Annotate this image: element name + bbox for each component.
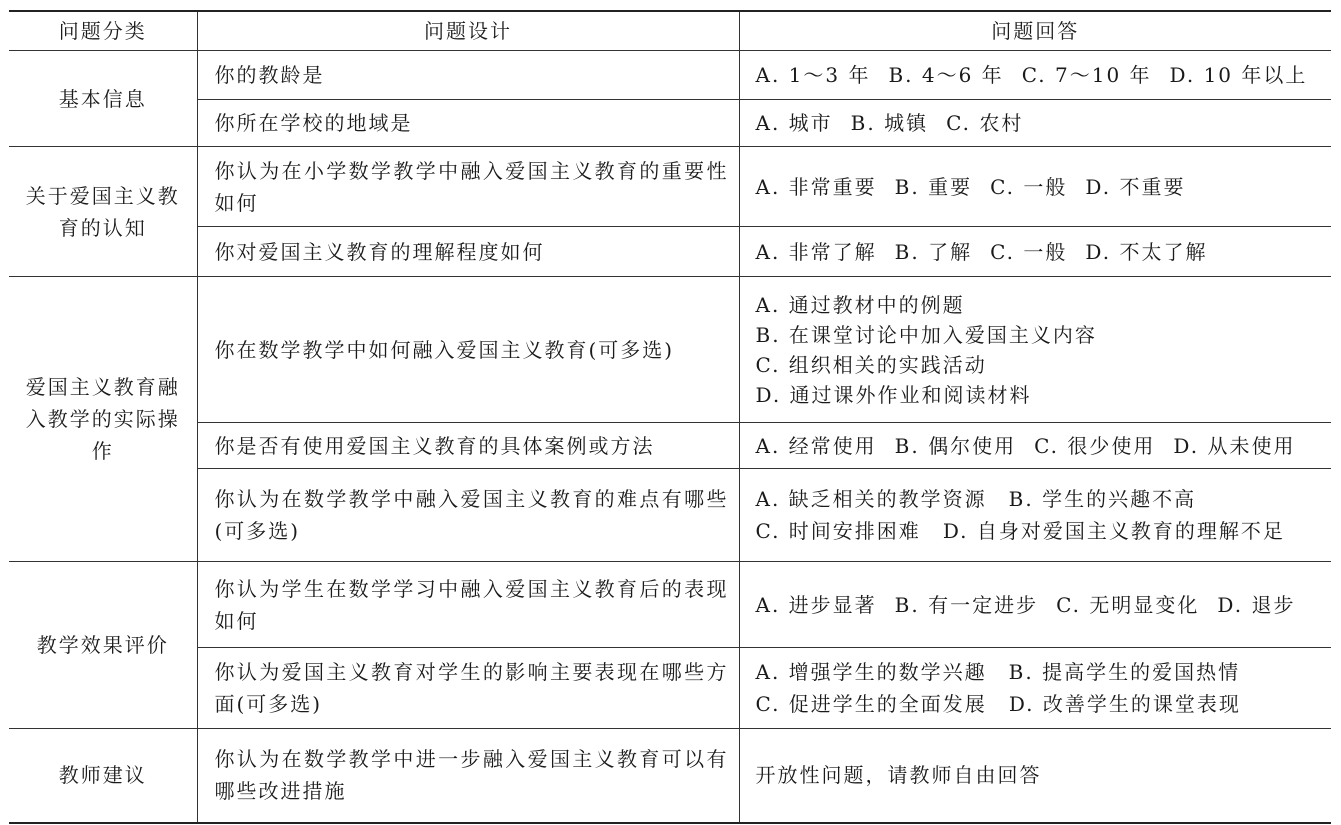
question-cell: 你对爱国主义教育的理解程度如何 <box>197 227 739 277</box>
answer-cell <box>739 227 1331 277</box>
answer-option: A. 通过教材中的例题 <box>755 292 965 317</box>
answer-option: A. 经常使用 <box>755 433 877 458</box>
question-cell: 你所在学校的地域是 <box>197 100 739 147</box>
answer-option: A. 增强学生的数学兴趣 <box>755 660 987 684</box>
question-cell: 你是否有使用爱国主义教育的具体案例或方法 <box>197 423 739 469</box>
category-cell: 教学效果评价 <box>9 562 197 729</box>
question-cell: 你的教龄是 <box>197 51 739 100</box>
answer-option: B. 学生的兴趣不高 <box>1008 487 1197 511</box>
header-row <box>9 11 1331 51</box>
answer-option: B. 提高学生的爱国热情 <box>1008 660 1241 684</box>
answer-cell <box>739 423 1331 469</box>
answer-option: B. 有一定进步 <box>894 592 1039 617</box>
table-row <box>9 227 1331 277</box>
category-cell: 教师建议 <box>9 729 197 823</box>
question-cell: 你认为在小学数学教学中融入爱国主义教育的重要性如何 <box>197 147 739 227</box>
answer-option: B. 偶尔使用 <box>894 433 1017 458</box>
category-cell: 基本信息 <box>9 51 197 147</box>
answer-option: C. 组织相关的实践活动 <box>755 352 987 377</box>
question-cell: 你认为在数学教学中融入爱国主义教育的难点有哪些(可多选) <box>197 469 739 562</box>
answer-option: D. 退步 <box>1217 592 1296 617</box>
answer-option: C. 农村 <box>946 111 1024 135</box>
answer-option: C. 一般 <box>990 239 1068 264</box>
header-category: 问题分类 <box>9 11 197 51</box>
answer-option: C. 时间安排困难 <box>755 519 921 543</box>
answer-cell <box>739 147 1331 227</box>
answer-option: B. 了解 <box>894 239 973 264</box>
answer-option: B. 城镇 <box>850 111 929 135</box>
question-cell: 你认为爱国主义教育对学生的影响主要表现在哪些方面(可多选) <box>197 648 739 729</box>
answer-option: A. 城市 <box>755 111 833 135</box>
header-answer: 问题回答 <box>739 11 1331 51</box>
answer-cell <box>739 100 1331 147</box>
header-question: 问题设计 <box>197 11 739 51</box>
answer-cell: 开放性问题，请教师自由回答 <box>739 729 1331 823</box>
category-cell: 关于爱国主义教育的认知 <box>9 147 197 277</box>
table-row <box>9 469 1331 562</box>
question-cell: 你认为学生在数学学习中融入爱国主义教育后的表现如何 <box>197 562 739 648</box>
answer-cell <box>739 277 1331 423</box>
answer-option: D. 从未使用 <box>1173 433 1296 458</box>
answer-option: D. 不重要 <box>1085 174 1186 199</box>
answer-cell <box>739 562 1331 648</box>
answer-option: D. 10 年以上 <box>1169 63 1308 87</box>
table-row <box>9 648 1331 729</box>
table-row <box>9 562 1331 648</box>
table-row <box>9 51 1331 100</box>
category-cell: 爱国主义教育融入教学的实际操作 <box>9 277 197 562</box>
answer-cell <box>739 469 1331 562</box>
answer-option: C. 一般 <box>990 174 1068 199</box>
answer-option: C. 无明显变化 <box>1056 592 1200 617</box>
answer-option: A. 非常了解 <box>755 239 877 264</box>
answer-cell <box>739 648 1331 729</box>
answer-option: C. 很少使用 <box>1034 433 1156 458</box>
table-row <box>9 100 1331 147</box>
table-row <box>9 147 1331 227</box>
answer-option: C. 促进学生的全面发展 <box>755 692 987 716</box>
answer-cell <box>739 51 1331 100</box>
answer-option: A. 非常重要 <box>755 174 877 199</box>
answer-option: A. 缺乏相关的教学资源 <box>755 487 987 511</box>
question-cell: 你认为在数学教学中进一步融入爱国主义教育可以有哪些改进措施 <box>197 729 739 823</box>
answer-option: B. 在课堂讨论中加入爱国主义内容 <box>755 322 1097 347</box>
table-row <box>9 729 1331 823</box>
table-row <box>9 423 1331 469</box>
answer-option: D. 通过课外作业和阅读材料 <box>755 382 1032 407</box>
survey-table <box>9 10 1331 824</box>
answer-option: B. 4～6 年 <box>888 63 1004 87</box>
answer-option: C. 7～10 年 <box>1021 63 1152 87</box>
table-row <box>9 277 1331 423</box>
answer-option: B. 重要 <box>894 174 973 199</box>
question-cell: 你在数学教学中如何融入爱国主义教育(可多选) <box>197 277 739 423</box>
answer-option: A. 1～3 年 <box>755 63 871 87</box>
answer-option: D. 改善学生的课堂表现 <box>1008 692 1241 716</box>
answer-option: A. 进步显著 <box>755 592 877 617</box>
answer-option: D. 不太了解 <box>1085 239 1208 264</box>
answer-option: D. 自身对爱国主义教育的理解不足 <box>942 519 1285 543</box>
